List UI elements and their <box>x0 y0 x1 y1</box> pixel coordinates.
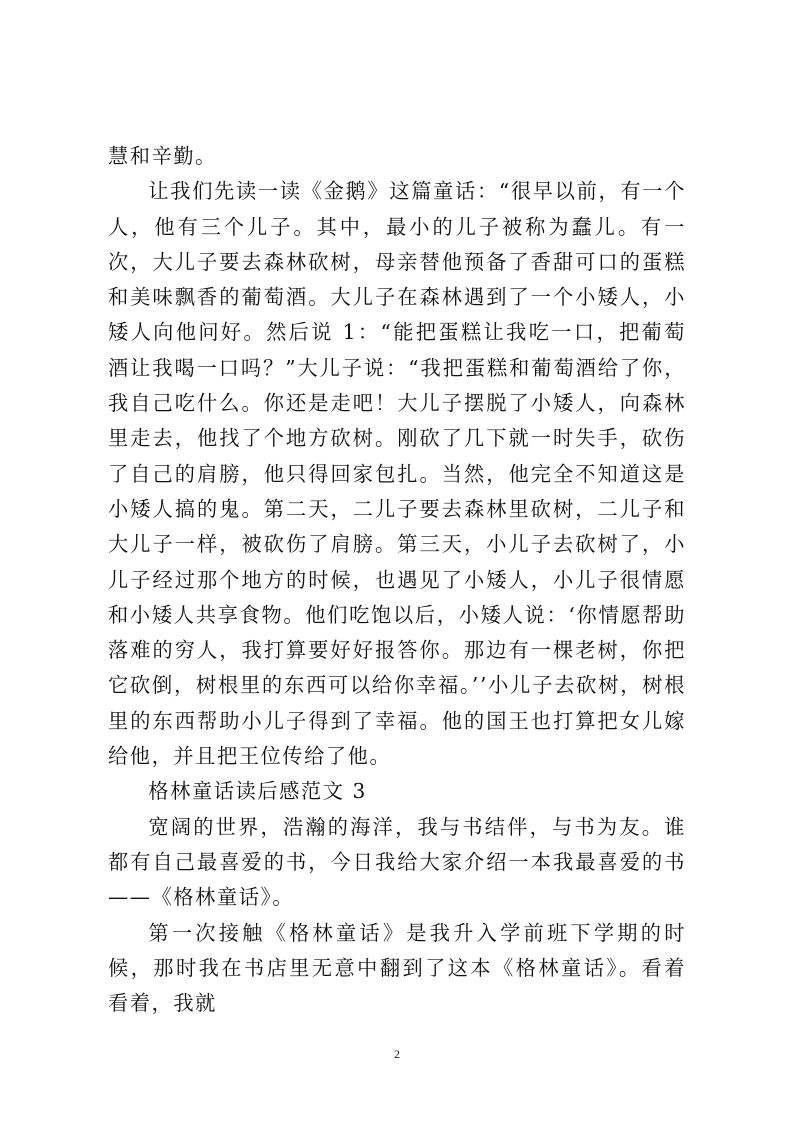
section-heading: 格林童话读后感范文 3 <box>148 779 367 804</box>
paragraph-golden-goose: 让我们先读一读《金鹅》这篇童话：“很早以前，有一个人，他有三个儿子。其中，最小的儿子被称为蠢儿。有一次，大儿子要去森林砍树，母亲替他预备了香甜可口的蛋糕和美味飘香的葡萄酒。大儿子在森林遇到了一个小矮人，小矮人向他问好。然后说 1：“能把蛋糕让我吃一口，把葡萄酒让我喝一口吗？”大儿子说：“我把蛋糕和葡萄酒给了你，我自己吃什么。你还是走吧！大儿子摆脱了小矮人，向森林里走去，他找了个地方砍树。刚砍了几下就一时失手，砍伤了自己的肩膀，他只得回家包扎。当然，他完全不知道这是小矮人搞的鬼。第二天，二儿子要去森林里砍树，二儿子和大儿子一样，被砍伤了肩膀。第三天，小儿子去砍树了，小儿子经过那个地方的时候，也遇见了小矮人，小儿子很情愿和小矮人共享食物。他们吃饱以后，小矮人说：‘你情愿帮助落难的穷人，我打算要好好报答你。那边有一棵老树，你把它砍倒，树根里的东西可以给你幸福。’’小儿子去砍树，树根里的东西帮助小儿子得到了幸福。他的国王也打算把女儿嫁给他，并且把王位传给了他。 <box>108 179 686 769</box>
page-number: 2 <box>394 1047 400 1061</box>
paragraph-continuation: 慧和辛勤。 <box>108 144 217 168</box>
paragraph-favorite-book: 宽阔的世界，浩瀚的海洋，我与书结伴，与书为友。谁都有自己最喜爱的书，今日我给大家介绍一本我最喜爱的书——《格林童话》。 <box>108 814 686 910</box>
paragraph-first-encounter: 第一次接触《格林童话》是我升入学前班下学期的时候，那时我在书店里无意中翻到了这本《格林童话》。看着看着，我就 <box>108 920 686 1016</box>
document-body <box>108 139 686 1021</box>
